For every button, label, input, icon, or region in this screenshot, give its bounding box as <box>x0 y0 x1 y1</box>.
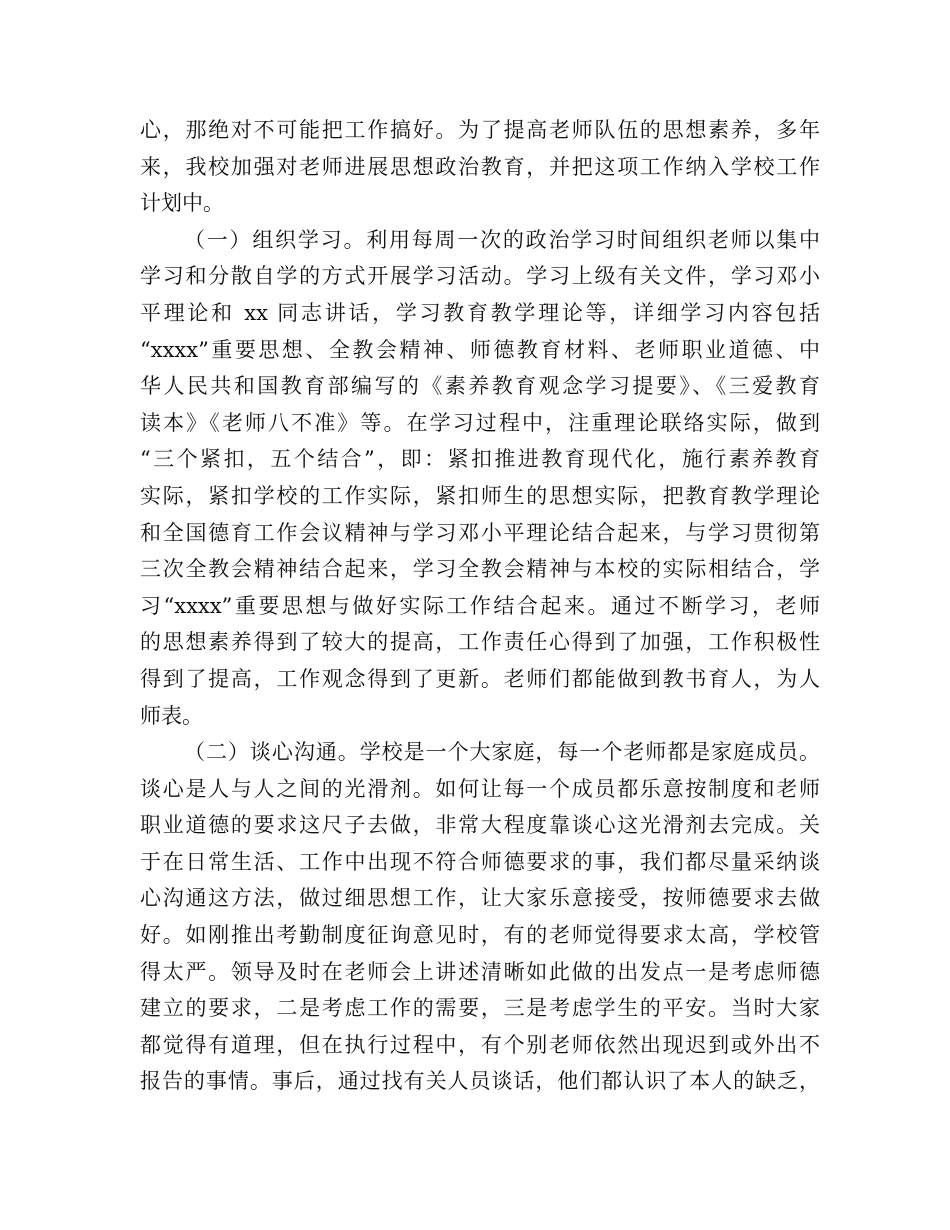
text-line: 计划中。 <box>140 191 224 216</box>
text-line: 来，我校加强对老师进展思想政治教育，并把这项工作纳入学校工作 <box>140 154 820 179</box>
text-line: 心沟通这方法，做过细思想工作，让大家乐意接受，按师德要求去做 <box>140 886 820 911</box>
text-line: “三个紧扣，五个结合”，即：紧扣推进教育现代化，施行素养教育 <box>140 447 820 472</box>
text-line: 得太严。领导及时在老师会上讲述清晰如此做的出发点一是考虑师德 <box>140 959 820 984</box>
paragraph-intro-continued <box>140 112 820 222</box>
text-line: 都觉得有道理，但在执行过程中，有个别老师依然出现迟到或外出不 <box>140 1032 820 1057</box>
text-line: “xxxx”重要思想、全教会精神、师德教育材料、老师职业道德、中 <box>140 337 820 362</box>
paragraph-organize-study <box>140 222 820 734</box>
text-line: 报告的事情。事后，通过找有关人员谈话，他们都认识了本人的缺乏， <box>140 1069 820 1094</box>
text-line: 学习和分散自学的方式开展学习活动。学习上级有关文件，学习邓小 <box>140 264 820 289</box>
text-line: 的思想素养得到了较大的提高，工作责任心得到了加强，工作积极性 <box>140 630 820 655</box>
text-line: 建立的要求，二是考虑工作的需要，三是考虑学生的平安。当时大家 <box>140 996 820 1021</box>
text-line: （二）谈心沟通。学校是一个大家庭，每一个老师都是家庭成员。 <box>184 740 820 765</box>
text-line: 读本》《老师八不准》等。在学习过程中，注重理论联络实际，做到 <box>140 410 820 435</box>
text-line: 得到了提高，工作观念得到了更新。老师们都能做到教书育人，为人 <box>140 666 820 691</box>
text-line: 平理论和 xx 同志讲话，学习教育教学理论等，详细学习内容包括 <box>140 300 820 325</box>
text-line: 三次全教会精神结合起来，学习全教会精神与本校的实际相结合，学 <box>140 557 820 582</box>
paragraph-heart-to-heart <box>140 734 820 1100</box>
text-line: 华人民共和国教育部编写的《素养教育观念学习提要》、《三爱教育 <box>140 374 820 399</box>
text-line: 和全国德育工作会议精神与学习邓小平理论结合起来，与学习贯彻第 <box>140 520 820 545</box>
text-line: 于在日常生活、工作中出现不符合师德要求的事，我们都尽量采纳谈 <box>140 849 820 874</box>
text-line: （一）组织学习。利用每周一次的政治学习时间组织老师以集中 <box>184 227 820 252</box>
text-line: 谈心是人与人之间的光滑剂。如何让每一个成员都乐意按制度和老师 <box>140 776 820 801</box>
text-line: 职业道德的要求这尺子去做，非常大程度靠谈心这光滑剂去完成。关 <box>140 813 820 838</box>
text-line: 实际，紧扣学校的工作实际，紧扣师生的思想实际，把教育教学理论 <box>140 483 820 508</box>
body-text <box>140 112 820 1100</box>
text-line: 好。如刚推出考勤制度征询意见时，有的老师觉得要求太高，学校管 <box>140 923 820 948</box>
text-line: 习“xxxx”重要思想与做好实际工作结合起来。通过不断学习，老师 <box>140 593 820 618</box>
text-line: 师表。 <box>140 703 203 728</box>
text-line: 心，那绝对不可能把工作搞好。为了提高老师队伍的思想素养，多年 <box>140 118 820 142</box>
